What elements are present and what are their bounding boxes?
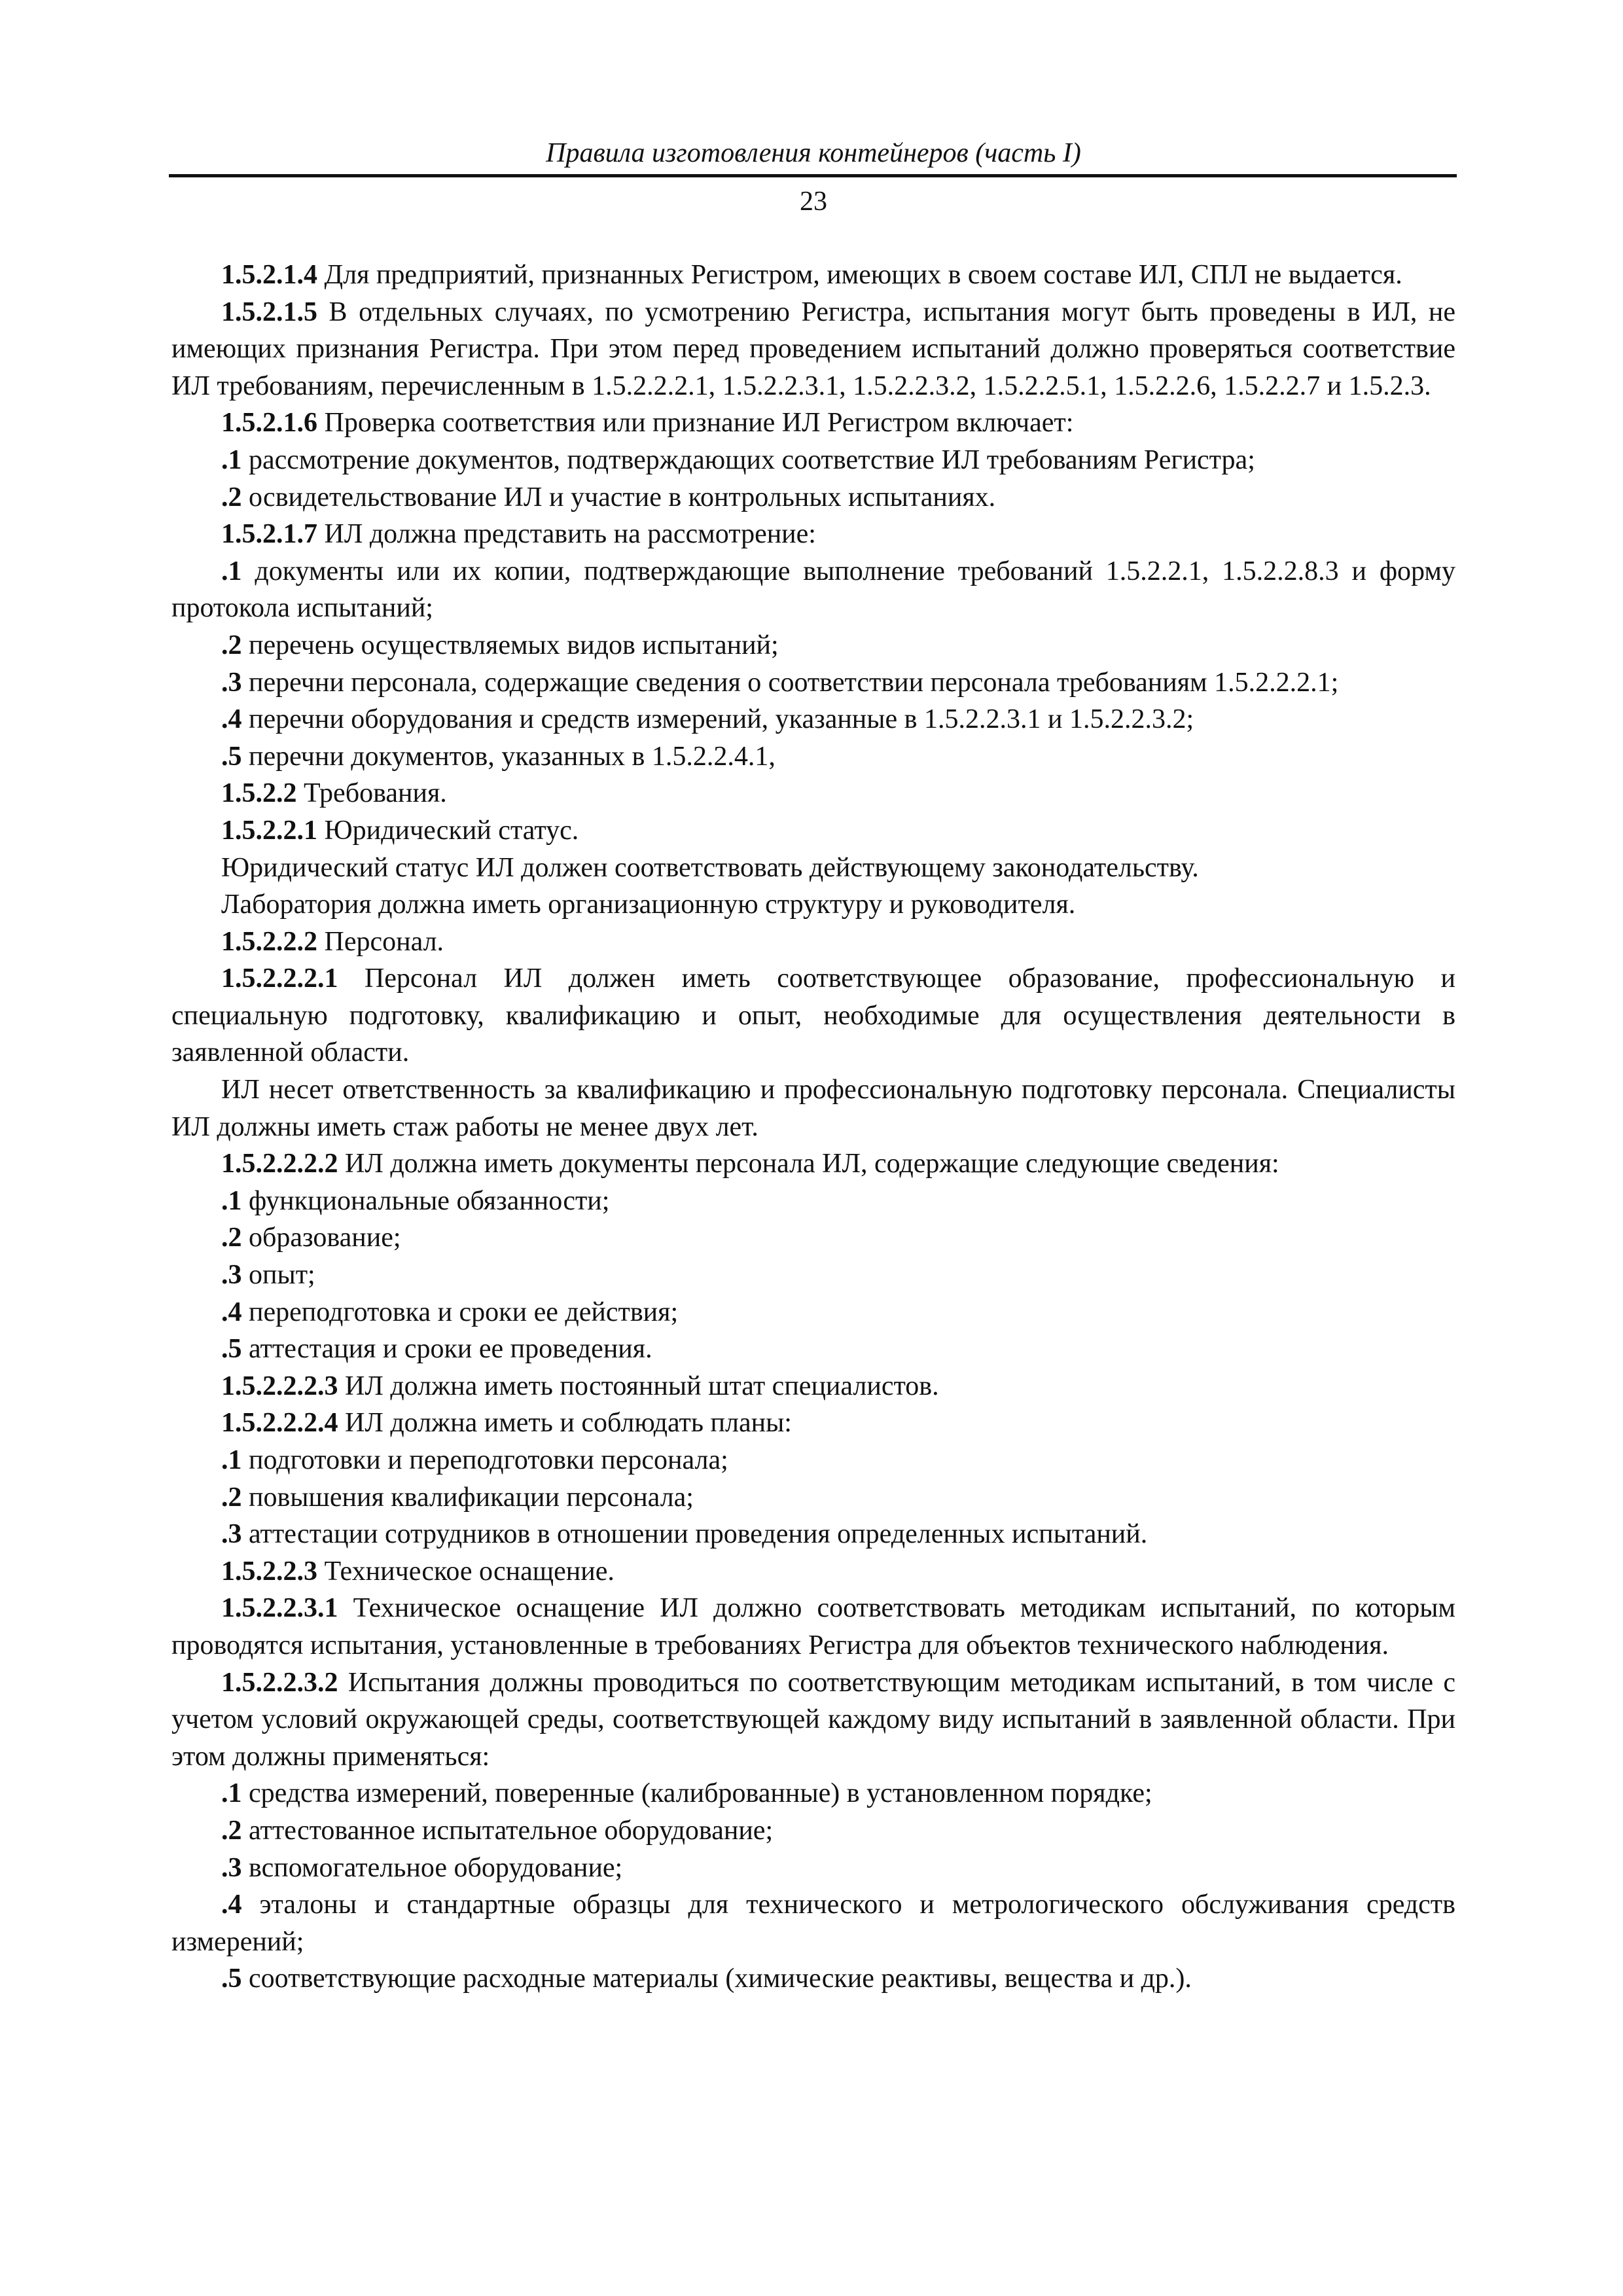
item-number: .2 xyxy=(221,1223,242,1253)
clause-number: 1.5.2.2.2 xyxy=(221,926,317,957)
clause-number: 1.5.2.1.4 xyxy=(221,260,317,290)
paragraph-text: перечни оборудования и средств измерений, указанные в 1.5.2.2.3.1 и 1.5.2.2.3.2; xyxy=(241,704,1194,735)
list-item xyxy=(171,701,1455,738)
item-number: .4 xyxy=(221,1890,242,1920)
clause-number: 1.5.2.2.3.1 xyxy=(221,1593,338,1624)
item-number: .3 xyxy=(221,1519,242,1550)
clause-number: 1.5.2.2.2.4 xyxy=(221,1408,338,1439)
item-number: .3 xyxy=(221,1260,242,1291)
clause-number: 1.5.2.2.3.2 xyxy=(221,1667,338,1698)
list-item xyxy=(171,1775,1455,1812)
list-item xyxy=(171,1219,1455,1257)
item-number: .5 xyxy=(221,1334,242,1365)
paragraph xyxy=(171,1145,1455,1183)
clause-number: 1.5.2.1.6 xyxy=(221,408,317,439)
clause-number: 1.5.2.1.5 xyxy=(221,296,317,327)
paragraph-text: аттестованное испытательное оборудование; xyxy=(241,1815,774,1846)
list-item xyxy=(171,553,1455,627)
item-number: .3 xyxy=(221,1852,242,1883)
list-item xyxy=(171,1812,1455,1850)
document-body xyxy=(171,257,1455,1998)
item-number: .4 xyxy=(221,704,242,735)
running-header: Правила изготовления контейнеров (часть I) xyxy=(546,138,1081,168)
item-number: .2 xyxy=(221,1482,242,1513)
clause-number: 1.5.2.2.2.3 xyxy=(221,1371,338,1401)
item-number: .1 xyxy=(221,556,242,586)
item-number: .1 xyxy=(221,1445,242,1475)
paragraph xyxy=(171,404,1455,442)
paragraph-text: перечень осуществляемых видов испытаний; xyxy=(241,630,779,660)
paragraph-text: Требования. xyxy=(296,778,447,809)
paragraph-text: переподготовка и сроки ее действия; xyxy=(241,1297,679,1327)
list-item xyxy=(171,1257,1455,1294)
paragraph xyxy=(171,1071,1455,1145)
paragraph xyxy=(171,1590,1455,1664)
paragraph-text: ИЛ должна иметь документы персонала ИЛ, содержащие следующие сведения: xyxy=(338,1149,1279,1179)
list-item xyxy=(171,1479,1455,1516)
paragraph-text: Техническое оснащение ИЛ должно соответствовать методикам испытаний, по которым проводятся испытания, установленные в требованиях Регистра для объектов технического наблюдения. xyxy=(171,1593,1455,1660)
list-item xyxy=(171,1886,1455,1960)
paragraph-text: функциональные обязанности; xyxy=(241,1185,610,1216)
paragraph xyxy=(171,1405,1455,1442)
paragraph-text: перечни документов, указанных в 1.5.2.2.4.1, xyxy=(241,741,776,772)
list-item xyxy=(171,1850,1455,1887)
paragraph-text: ИЛ должна представить на рассмотрение: xyxy=(317,519,816,550)
paragraph-text: освидетельствование ИЛ и участие в контрольных испытаниях. xyxy=(241,482,996,512)
paragraph-text: Персонал ИЛ должен иметь соответствующее образование, профессиональную и специальную подготовку, квалификацию и опыт, необходимые для осуществления деятельности в заявленной области. xyxy=(171,963,1455,1068)
header-rule xyxy=(169,174,1457,177)
paragraph-text: В отдельных случаях, по усмотрению Регистра, испытания могут быть проведены в ИЛ, не имеющих признания Регистра. При этом перед проведением испытаний должно проверяться соответствие ИЛ требованиям, перечисленным в 1.5.2.2.2.1, 1.5.2.2.3.1, 1.5.2.2.3.2, 1.5.2.2.5.1, 1.5.2.2.6, 1.5.2.2.7 и 1.5.2.3. xyxy=(171,296,1455,401)
paragraph xyxy=(171,1664,1455,1776)
paragraph-text: рассмотрение документов, подтверждающих соответствие ИЛ требованиям Регистра; xyxy=(241,444,1255,475)
paragraph-text: Лаборатория должна иметь организационную структуру и руководителя. xyxy=(221,889,1076,920)
clause-number: 1.5.2.2.1 xyxy=(221,815,317,846)
list-item xyxy=(171,1960,1455,1998)
clause-number: 1.5.2.2.3 xyxy=(221,1556,317,1587)
paragraph-text: Юридический статус ИЛ должен соответствовать действующему законодательству. xyxy=(221,852,1199,883)
item-number: .2 xyxy=(221,482,242,512)
paragraph xyxy=(171,775,1455,812)
list-item xyxy=(171,1331,1455,1368)
clause-number: 1.5.2.2.2.2 xyxy=(221,1149,338,1179)
clause-number: 1.5.2.1.7 xyxy=(221,519,317,550)
paragraph-text: Испытания должны проводиться по соответствующим методикам испытаний, в том числе с учетом условий окружающей среды, соответствующей каждому виду испытаний в заявленной области. При этом должны применяться: xyxy=(171,1667,1455,1772)
list-item xyxy=(171,1294,1455,1331)
paragraph-text: средства измерений, поверенные (калиброванные) в установленном порядке; xyxy=(241,1778,1152,1809)
paragraph xyxy=(171,294,1455,405)
paragraph-text: вспомогательное оборудование; xyxy=(241,1852,623,1883)
item-number: .5 xyxy=(221,1964,242,1994)
page-number: 23 xyxy=(800,187,827,217)
paragraph xyxy=(171,1368,1455,1405)
paragraph-text: ИЛ несет ответственность за квалификацию и профессиональную подготовку персонала. Специалисты ИЛ должны иметь стаж работы не менее двух лет. xyxy=(171,1075,1455,1142)
item-number: .4 xyxy=(221,1297,242,1327)
paragraph-text: аттестации сотрудников в отношении проведения определенных испытаний. xyxy=(241,1519,1148,1550)
list-item xyxy=(171,627,1455,664)
item-number: .1 xyxy=(221,1185,242,1216)
paragraph-text: ИЛ должна иметь и соблюдать планы: xyxy=(338,1408,792,1439)
paragraph xyxy=(171,812,1455,850)
paragraph xyxy=(171,924,1455,961)
paragraph-text: соответствующие расходные материалы (химические реактивы, вещества и др.). xyxy=(241,1964,1192,1994)
paragraph-text: подготовки и переподготовки персонала; xyxy=(241,1445,728,1475)
paragraph xyxy=(171,516,1455,553)
item-number: .5 xyxy=(221,741,242,772)
paragraph-text: ИЛ должна иметь постоянный штат специалистов. xyxy=(338,1371,939,1401)
list-item xyxy=(171,1183,1455,1220)
paragraph-text: документы или их копии, подтверждающие выполнение требований 1.5.2.2.1, 1.5.2.2.8.3 и форму протокола испытаний; xyxy=(171,556,1455,624)
item-number: .1 xyxy=(221,444,242,475)
paragraph-text: Проверка соответствия или признание ИЛ Регистром включает: xyxy=(317,408,1074,439)
paragraph xyxy=(171,257,1455,294)
item-number: .3 xyxy=(221,667,242,698)
list-item xyxy=(171,664,1455,702)
list-item xyxy=(171,738,1455,776)
clause-number: 1.5.2.2.2.1 xyxy=(221,963,338,994)
paragraph xyxy=(171,1553,1455,1590)
list-item xyxy=(171,1516,1455,1553)
paragraph-text: Техническое оснащение. xyxy=(317,1556,615,1587)
item-number: .2 xyxy=(221,630,242,660)
paragraph-text: образование; xyxy=(241,1223,401,1253)
paragraph xyxy=(171,960,1455,1071)
paragraph-text: Юридический статус. xyxy=(317,815,579,846)
paragraph-text: аттестация и сроки ее проведения. xyxy=(241,1334,652,1365)
item-number: .1 xyxy=(221,1778,242,1809)
paragraph-text: Для предприятий, признанных Регистром, имеющих в своем составе ИЛ, СПЛ не выдается. xyxy=(317,260,1402,290)
list-item xyxy=(171,1442,1455,1479)
paragraph xyxy=(171,850,1455,887)
paragraph-text: повышения квалификации персонала; xyxy=(241,1482,694,1513)
clause-number: 1.5.2.2 xyxy=(221,778,297,809)
paragraph-text: опыт; xyxy=(241,1260,315,1291)
paragraph-text: эталоны и стандартные образцы для технического и метрологического обслуживания средств измерений; xyxy=(171,1890,1455,1957)
list-item xyxy=(171,442,1455,479)
item-number: .2 xyxy=(221,1815,242,1846)
paragraph-text: Персонал. xyxy=(317,926,444,957)
list-item xyxy=(171,479,1455,516)
paragraph xyxy=(171,886,1455,924)
paragraph-text: перечни персонала, содержащие сведения о соответствии персонала требованиям 1.5.2.2.2.1; xyxy=(241,667,1339,698)
